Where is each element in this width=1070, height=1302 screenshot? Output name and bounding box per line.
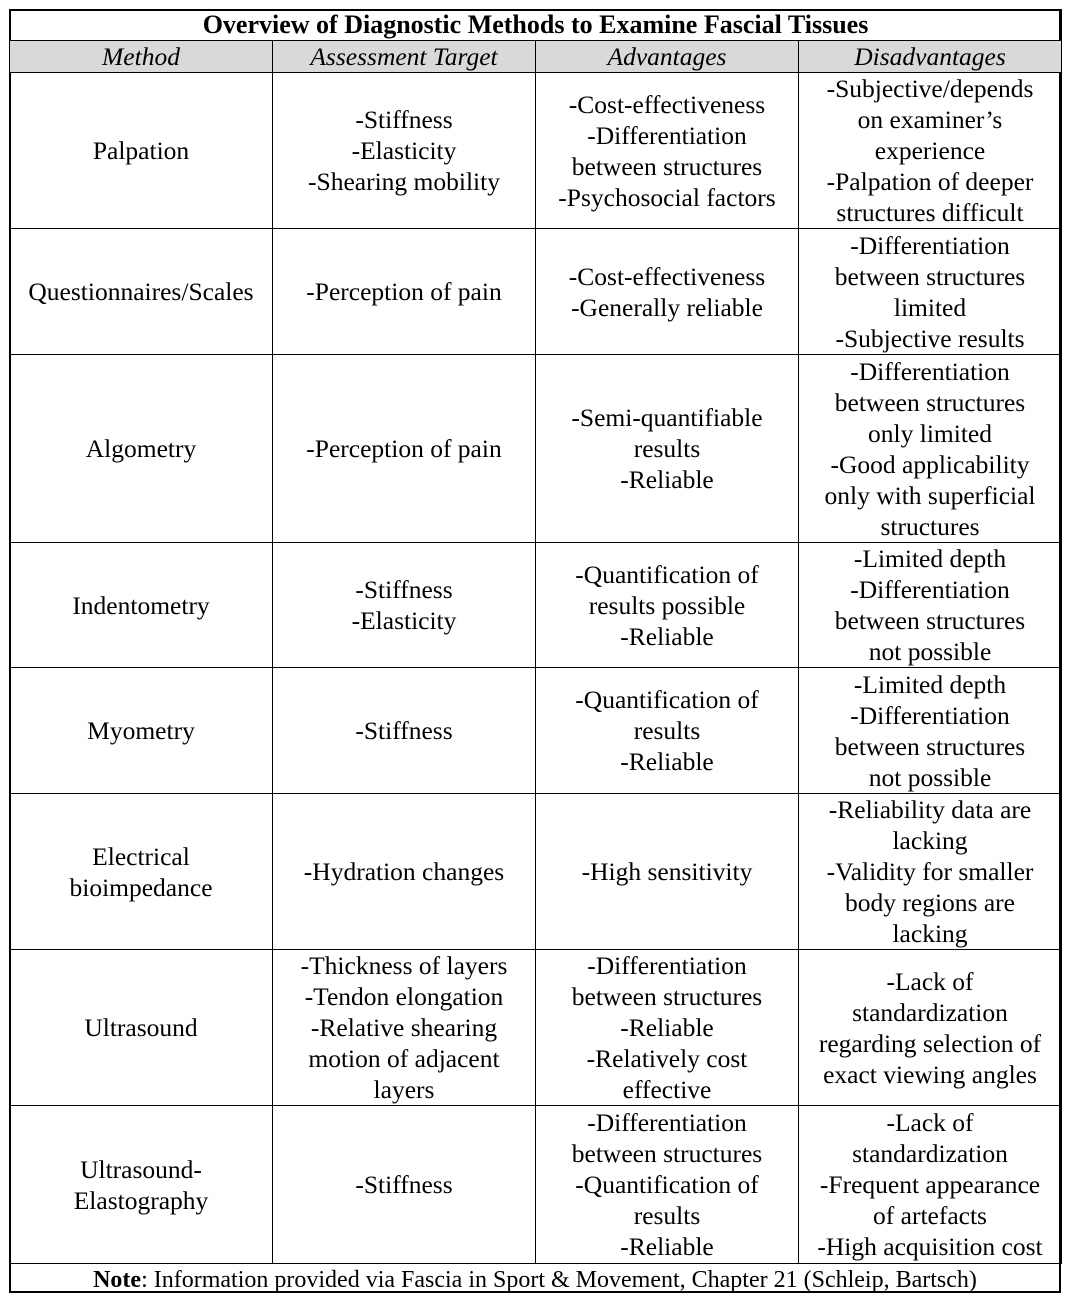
method-cell (10, 229, 273, 355)
cell-line: Myometry (87, 716, 195, 745)
cell-line: Elastography (73, 1185, 209, 1215)
table-row (10, 229, 1062, 355)
cell-line: -Lack of (886, 1108, 974, 1137)
method-cell (10, 794, 273, 950)
cell-line: lacking (892, 826, 968, 855)
assessment-target-cell (273, 668, 536, 794)
cell-line: -Generally reliable (571, 292, 763, 322)
cell-line: exact viewing angles (823, 1059, 1037, 1089)
disadvantages-cell (799, 229, 1062, 355)
cell-line: limited (893, 292, 967, 322)
cell-line: layers (373, 1075, 435, 1104)
table-row (10, 1106, 1062, 1264)
note-label: Note (93, 1267, 142, 1293)
disadvantages-cell (799, 950, 1062, 1106)
cell-line: -Frequent appearance (819, 1170, 1041, 1199)
cell-line: -Thickness of layers (300, 951, 508, 980)
cell-line: -Elasticity (351, 136, 457, 165)
cell-line: -Reliability data are (828, 795, 1032, 824)
cell-line: -Quantification of (575, 559, 759, 589)
cell-line: -Reliable (620, 1013, 714, 1042)
cell-line: Ultrasound (84, 1013, 198, 1042)
diagnostic-methods-table (9, 9, 1062, 1264)
method-cell (10, 543, 273, 668)
cell-line: -Relative shearing (310, 1013, 498, 1042)
cell-line: between structures (834, 606, 1026, 635)
disadvantages-cell (799, 543, 1062, 668)
advantages-cell (536, 668, 799, 794)
cell-line: -Differentiation (587, 120, 747, 150)
cell-line: -Differentiation (587, 951, 747, 980)
disadvantages-cell (799, 73, 1062, 229)
cell-line: -Semi-quantifiable (571, 403, 763, 432)
cell-line: -Shearing mobility (308, 167, 500, 196)
cell-line: -Validity for smaller (826, 857, 1034, 886)
cell-line: of artefacts (873, 1201, 987, 1230)
cell-line: -Differentiation (850, 230, 1010, 260)
cell-line: -High sensitivity (581, 857, 753, 886)
cell-line: -Stiffness (355, 716, 453, 745)
cell-line: -Reliable (620, 621, 714, 651)
cell-line: Palpation (92, 136, 190, 165)
cell-line: between structures (834, 261, 1026, 291)
table-row (10, 668, 1062, 794)
cell-line: -Reliable (620, 1232, 714, 1261)
cell-line: regarding selection of (818, 1028, 1042, 1058)
advantages-cell (536, 229, 799, 355)
method-cell (10, 950, 273, 1106)
disadvantages-cell (799, 1106, 1062, 1264)
cell-line: not possible (868, 762, 992, 792)
cell-line: between structures (571, 151, 763, 181)
cell-line: Questionnaires/Scales (28, 277, 254, 306)
note-text: : Information provided via Fascia in Sport & Movement, Chapter 21 (Schleip, Bartsch) (141, 1267, 977, 1293)
advantages-cell (536, 543, 799, 668)
cell-line: -Differentiation (850, 356, 1010, 386)
advantages-cell (536, 794, 799, 950)
disadvantages-cell (799, 794, 1062, 950)
cell-line: -Perception of pain (306, 434, 502, 463)
cell-line: bioimpedance (69, 872, 213, 902)
table-title: Overview of Diagnostic Methods to Examine Fascial Tissues (10, 10, 1062, 41)
cell-line: Algometry (85, 434, 197, 463)
cell-line: results (633, 716, 701, 745)
cell-line: results (633, 434, 701, 463)
table-row (10, 794, 1062, 950)
cell-line: structures (880, 511, 980, 541)
method-cell (10, 73, 273, 229)
cell-line: standardization (852, 1139, 1008, 1168)
cell-line: results (633, 1201, 701, 1230)
cell-line: results possible (588, 590, 746, 620)
cell-line: only with superficial (824, 480, 1036, 510)
cell-line: -Stiffness (355, 1170, 453, 1199)
header-assessment-target: Assessment Target (273, 41, 536, 73)
cell-line: between structures (571, 982, 763, 1011)
cell-line: -Differentiation (850, 700, 1010, 730)
header-disadvantages: Disadvantages (799, 41, 1062, 73)
assessment-target-cell (273, 73, 536, 229)
cell-line: -High acquisition cost (817, 1232, 1043, 1261)
cell-line: -Cost-effectiveness (568, 89, 766, 119)
cell-line: between structures (834, 387, 1026, 417)
cell-line: -Limited depth (853, 669, 1007, 699)
cell-line: -Palpation of deeper (826, 167, 1034, 196)
disadvantages-cell (799, 355, 1062, 543)
assessment-target-cell (273, 1106, 536, 1264)
cell-line: Electrical (92, 841, 190, 871)
cell-line: effective (622, 1075, 712, 1104)
cell-line: -Reliable (620, 747, 714, 776)
assessment-target-cell (273, 543, 536, 668)
table-row (10, 950, 1062, 1106)
table-row (10, 355, 1062, 543)
header-row (10, 41, 1062, 73)
cell-line: -Good applicability (830, 449, 1030, 479)
assessment-target-cell (273, 794, 536, 950)
cell-line: -Cost-effectiveness (568, 261, 766, 291)
cell-line: -Lack of (886, 966, 974, 996)
cell-line: -Limited depth (853, 544, 1007, 573)
header-advantages: Advantages (536, 41, 799, 73)
cell-line: experience (874, 136, 986, 165)
table-row (10, 73, 1062, 229)
cell-line: not possible (868, 637, 992, 666)
cell-line: only limited (868, 418, 992, 448)
method-cell (10, 1106, 273, 1264)
table-note (9, 1263, 1061, 1297)
assessment-target-cell (273, 229, 536, 355)
cell-line: -Elasticity (351, 606, 457, 635)
cell-line: motion of adjacent (308, 1044, 500, 1073)
cell-line: Ultrasound- (80, 1154, 202, 1184)
cell-line: -Subjective results (835, 323, 1025, 353)
cell-line: -Reliable (620, 465, 714, 494)
cell-line: -Relatively cost (586, 1044, 748, 1073)
cell-line: -Quantification of (575, 685, 759, 714)
cell-line: lacking (892, 919, 968, 948)
table-row (10, 543, 1062, 668)
cell-line: standardization (852, 997, 1008, 1027)
advantages-cell (536, 355, 799, 543)
cell-line: -Quantification of (575, 1170, 759, 1199)
cell-line: -Stiffness (355, 575, 453, 604)
cell-line: structures difficult (836, 198, 1024, 227)
cell-line: between structures (571, 1139, 763, 1168)
method-cell (10, 355, 273, 543)
header-method: Method (10, 41, 273, 73)
cell-line: -Differentiation (850, 575, 1010, 604)
assessment-target-cell (273, 950, 536, 1106)
cell-line: -Stiffness (355, 105, 453, 134)
cell-line: body regions are (845, 888, 1015, 917)
table-body (10, 73, 1062, 1264)
method-cell (10, 668, 273, 794)
cell-line: -Hydration changes (303, 857, 505, 886)
advantages-cell (536, 950, 799, 1106)
cell-line: -Psychosocial factors (558, 182, 776, 212)
cell-line: -Tendon elongation (304, 982, 504, 1011)
assessment-target-cell (273, 355, 536, 543)
cell-line: on examiner’s (857, 105, 1003, 134)
cell-line: between structures (834, 731, 1026, 761)
cell-line: -Subjective/depends (826, 74, 1034, 103)
cell-line: -Differentiation (587, 1108, 747, 1137)
disadvantages-cell (799, 668, 1062, 794)
advantages-cell (536, 73, 799, 229)
cell-line: -Perception of pain (306, 277, 502, 306)
advantages-cell (536, 1106, 799, 1264)
cell-line: Indentometry (72, 590, 210, 620)
